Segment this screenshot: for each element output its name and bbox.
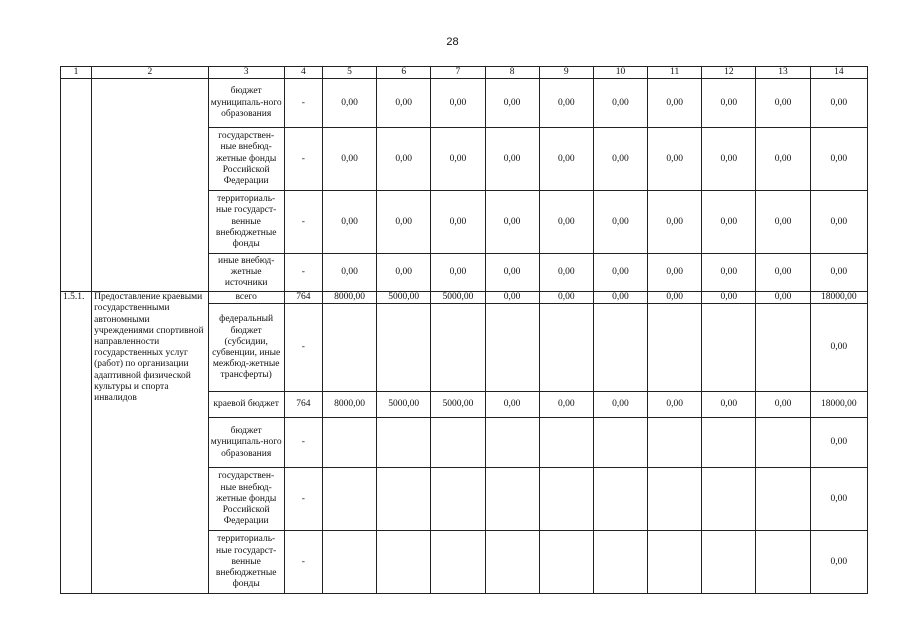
funding-source: территориаль-ные государст-венные внебюджетные фонды (208, 191, 284, 254)
value-cell: 0,00 (702, 292, 756, 304)
value-cell: 0,00 (756, 254, 810, 292)
value-cell (485, 418, 539, 468)
value-cell (485, 468, 539, 531)
value-cell: 0,00 (377, 254, 431, 292)
column-header: 9 (539, 67, 593, 79)
value-cell: 0,00 (485, 191, 539, 254)
column-header: 8 (485, 67, 539, 79)
value-cell: 0,00 (593, 191, 647, 254)
value-cell: 0,00 (485, 79, 539, 128)
value-cell: 8000,00 (322, 392, 376, 418)
value-cell: 0,00 (702, 79, 756, 128)
value-cell: 5000,00 (431, 292, 485, 304)
column-header: 11 (648, 67, 702, 79)
value-cell: 0,00 (377, 128, 431, 191)
value-cell (377, 418, 431, 468)
total-cell: 18000,00 (810, 392, 867, 418)
value-cell: 0,00 (648, 128, 702, 191)
total-cell: 0,00 (810, 531, 867, 594)
value-cell: 0,00 (539, 79, 593, 128)
funding-source: краевой бюджет (208, 392, 284, 418)
value-cell (756, 531, 810, 594)
value-cell: 0,00 (322, 128, 376, 191)
col4-cell: - (284, 128, 322, 191)
value-cell (648, 468, 702, 531)
total-cell: 0,00 (810, 468, 867, 531)
funding-source: территориаль-ные государст-венные внебюджетные фонды (208, 531, 284, 594)
value-cell: 5000,00 (377, 392, 431, 418)
value-cell: 0,00 (539, 254, 593, 292)
funding-source: бюджет муниципаль-ного образования (208, 79, 284, 128)
value-cell (377, 304, 431, 392)
value-cell: 5000,00 (377, 292, 431, 304)
value-cell (377, 468, 431, 531)
total-cell: 0,00 (810, 254, 867, 292)
value-cell: 5000,00 (431, 392, 485, 418)
value-cell (756, 304, 810, 392)
value-cell: 8000,00 (322, 292, 376, 304)
value-cell: 0,00 (648, 292, 702, 304)
value-cell (431, 418, 485, 468)
column-header: 5 (322, 67, 376, 79)
activity-name: Предоставление краевыми государственными автономными учреждениями спортивной направленности государственных услуг (работ) по организации адаптивной физической культуры и спорта инвалидов (92, 292, 208, 594)
value-cell: 0,00 (648, 79, 702, 128)
value-cell (539, 531, 593, 594)
total-cell: 0,00 (810, 79, 867, 128)
value-cell: 0,00 (485, 254, 539, 292)
col4-cell: - (284, 418, 322, 468)
col4-cell: - (284, 468, 322, 531)
value-cell (485, 304, 539, 392)
value-cell: 0,00 (377, 191, 431, 254)
column-header: 2 (92, 67, 208, 79)
value-cell: 0,00 (702, 392, 756, 418)
value-cell: 0,00 (431, 254, 485, 292)
value-cell (702, 531, 756, 594)
value-cell (702, 304, 756, 392)
value-cell: 0,00 (539, 292, 593, 304)
page-number: 28 (446, 36, 459, 48)
column-number-row (61, 67, 868, 79)
value-cell: 0,00 (756, 191, 810, 254)
funding-source: федеральный бюджет (субсидии, субвенции, иные межбюд-жетные трансферты) (208, 304, 284, 392)
column-header: 10 (593, 67, 647, 79)
value-cell (702, 468, 756, 531)
funding-source: всего (208, 292, 284, 304)
value-cell: 0,00 (485, 392, 539, 418)
value-cell (648, 304, 702, 392)
table-row (61, 79, 868, 128)
col4-cell: - (284, 531, 322, 594)
value-cell (322, 418, 376, 468)
program-funding-table (60, 66, 868, 594)
value-cell: 0,00 (648, 254, 702, 292)
value-cell (593, 531, 647, 594)
value-cell (593, 468, 647, 531)
value-cell: 0,00 (648, 392, 702, 418)
value-cell: 0,00 (756, 128, 810, 191)
value-cell (539, 304, 593, 392)
table-row (61, 292, 868, 304)
activity-code: 1.5.1. (61, 292, 92, 594)
value-cell (431, 468, 485, 531)
value-cell (485, 531, 539, 594)
column-header: 6 (377, 67, 431, 79)
value-cell: 0,00 (431, 191, 485, 254)
value-cell: 0,00 (593, 79, 647, 128)
column-header: 1 (61, 67, 92, 79)
value-cell: 0,00 (648, 191, 702, 254)
value-cell: 0,00 (756, 79, 810, 128)
value-cell: 0,00 (485, 128, 539, 191)
total-cell: 0,00 (810, 128, 867, 191)
value-cell (648, 418, 702, 468)
value-cell: 0,00 (377, 79, 431, 128)
value-cell (377, 531, 431, 594)
value-cell (322, 304, 376, 392)
funding-source: бюджет муниципаль-ного образования (208, 418, 284, 468)
value-cell: 0,00 (431, 128, 485, 191)
value-cell (756, 468, 810, 531)
value-cell: 0,00 (539, 191, 593, 254)
value-cell (431, 304, 485, 392)
value-cell: 0,00 (756, 392, 810, 418)
column-header: 3 (208, 67, 284, 79)
value-cell (648, 531, 702, 594)
column-header: 14 (810, 67, 867, 79)
funding-source: государствен-ные внебюд-жетные фонды Российской Федерации (208, 128, 284, 191)
total-cell: 18000,00 (810, 292, 867, 304)
value-cell: 0,00 (539, 392, 593, 418)
total-cell: 0,00 (810, 191, 867, 254)
column-header: 7 (431, 67, 485, 79)
value-cell (593, 418, 647, 468)
funding-source: государствен-ные внебюд-жетные фонды Российской Федерации (208, 468, 284, 531)
value-cell: 0,00 (593, 392, 647, 418)
name-cell-empty (92, 79, 208, 292)
value-cell (322, 468, 376, 531)
col4-cell: 764 (284, 392, 322, 418)
value-cell (539, 468, 593, 531)
value-cell (756, 418, 810, 468)
value-cell: 0,00 (702, 128, 756, 191)
value-cell: 0,00 (322, 254, 376, 292)
col4-cell: - (284, 191, 322, 254)
value-cell: 0,00 (593, 292, 647, 304)
total-cell: 0,00 (810, 304, 867, 392)
value-cell (539, 418, 593, 468)
value-cell (322, 531, 376, 594)
code-cell-empty (61, 79, 92, 292)
value-cell (431, 531, 485, 594)
value-cell: 0,00 (593, 128, 647, 191)
value-cell: 0,00 (539, 128, 593, 191)
column-header: 4 (284, 67, 322, 79)
value-cell: 0,00 (756, 292, 810, 304)
value-cell: 0,00 (702, 254, 756, 292)
value-cell (702, 418, 756, 468)
col4-cell: - (284, 254, 322, 292)
value-cell: 0,00 (322, 191, 376, 254)
value-cell: 0,00 (485, 292, 539, 304)
funding-source: иные внебюд-жетные источники (208, 254, 284, 292)
col4-cell: - (284, 304, 322, 392)
column-header: 12 (702, 67, 756, 79)
value-cell: 0,00 (702, 191, 756, 254)
value-cell: 0,00 (322, 79, 376, 128)
col4-cell: - (284, 79, 322, 128)
column-header: 13 (756, 67, 810, 79)
value-cell: 0,00 (593, 254, 647, 292)
value-cell (593, 304, 647, 392)
col4-cell: 764 (284, 292, 322, 304)
value-cell: 0,00 (431, 79, 485, 128)
total-cell: 0,00 (810, 418, 867, 468)
